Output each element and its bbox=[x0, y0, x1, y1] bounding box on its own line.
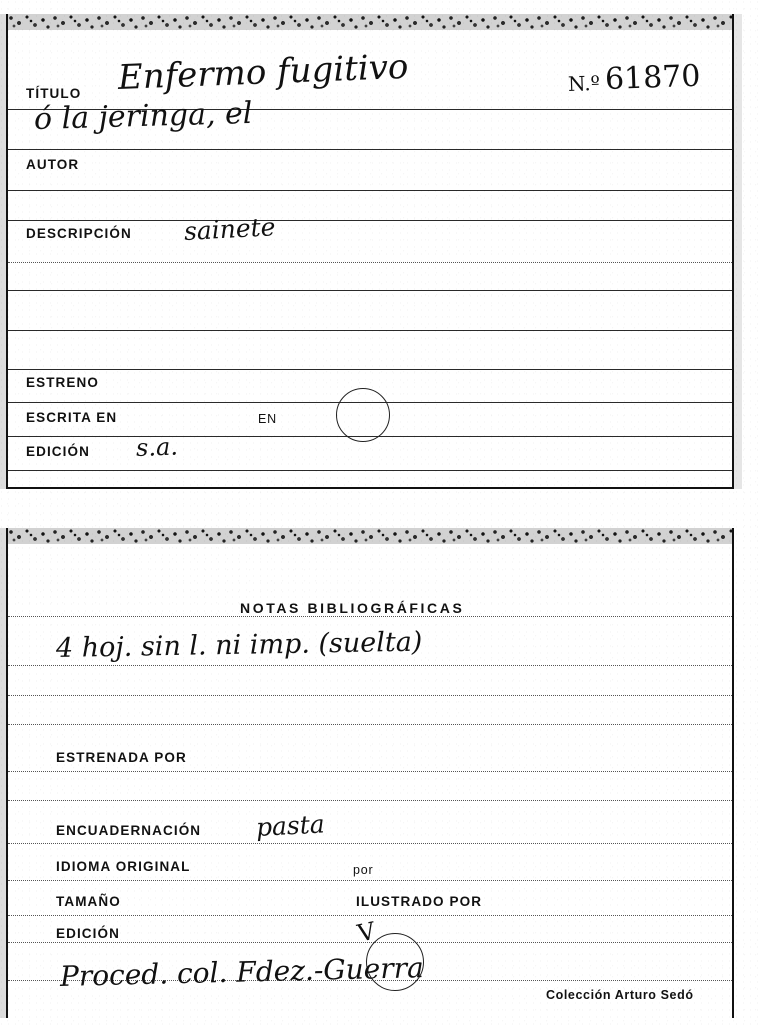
scan-edge-left bbox=[0, 14, 6, 489]
field-label-edicion-bottom: EDICIÓN bbox=[56, 926, 120, 941]
field-label-edicion: EDICIÓN bbox=[26, 444, 90, 459]
rule-line bbox=[8, 190, 732, 191]
field-label-por: por bbox=[353, 863, 374, 877]
handwritten-note: 4 hoj. sin l. ni imp. (suelta) bbox=[55, 626, 423, 664]
ink-stamp-circle bbox=[336, 388, 390, 442]
card-bottom bbox=[6, 528, 734, 1018]
handwritten-descripcion: sainete bbox=[183, 212, 277, 246]
field-label-descripcion: DESCRIPCIÓN bbox=[26, 226, 132, 241]
rule-line bbox=[8, 149, 732, 150]
rule-line bbox=[8, 369, 732, 370]
field-label-estrenada-por: ESTRENADA POR bbox=[56, 750, 187, 765]
rule-line bbox=[8, 330, 732, 331]
rule-line bbox=[8, 915, 732, 916]
field-label-ilustrado-por: ILUSTRADO POR bbox=[356, 894, 483, 909]
handwritten-edicion: s.a. bbox=[135, 432, 179, 462]
rule-line bbox=[8, 695, 732, 696]
card-top bbox=[6, 14, 734, 489]
handwritten-encuadernacion: pasta bbox=[255, 809, 326, 842]
rule-line bbox=[8, 880, 732, 881]
rule-line bbox=[8, 220, 732, 221]
field-label-en: EN bbox=[258, 412, 277, 426]
handwritten-title: Enfermo fugitivo bbox=[117, 46, 410, 98]
rule-line bbox=[8, 262, 732, 263]
section-heading-notas-bibliograficas: NOTAS BIBLIOGRÁFICAS bbox=[240, 600, 465, 616]
handwritten-catalog-number-prefix: N.º bbox=[567, 70, 601, 96]
handwritten-check-mark: V bbox=[355, 916, 378, 948]
field-label-idioma-original: IDIOMA ORIGINAL bbox=[56, 859, 191, 874]
rule-line bbox=[8, 800, 732, 801]
handwritten-catalog-number: 61870 bbox=[604, 58, 701, 97]
field-label-escrita-en: ESCRITA EN bbox=[26, 410, 118, 425]
field-label-encuadernacion: ENCUADERNACIÓN bbox=[56, 823, 202, 838]
card-top-speckle-band bbox=[8, 14, 732, 30]
rule-line bbox=[8, 665, 732, 666]
field-label-tamano: TAMAÑO bbox=[56, 894, 121, 909]
rule-line bbox=[8, 724, 732, 725]
collection-credit: Colección Arturo Sedó bbox=[546, 988, 694, 1002]
handwritten-title-continued: ó la jeringa, el bbox=[33, 95, 253, 137]
scan-edge-left-lower bbox=[0, 528, 6, 1018]
rule-line bbox=[8, 616, 732, 617]
field-label-titulo: TÍTULO bbox=[26, 86, 82, 101]
rule-line bbox=[8, 771, 732, 772]
card-bottom-speckle-band bbox=[8, 528, 732, 544]
field-label-autor: AUTOR bbox=[26, 157, 80, 172]
rule-line bbox=[8, 843, 732, 844]
rule-line bbox=[8, 290, 732, 291]
handwritten-provenance: Proced. col. Fdez.-Guerra bbox=[59, 951, 425, 993]
field-label-estreno: ESTRENO bbox=[26, 375, 99, 390]
rule-line bbox=[8, 470, 732, 471]
scan-edge-right bbox=[734, 14, 742, 489]
